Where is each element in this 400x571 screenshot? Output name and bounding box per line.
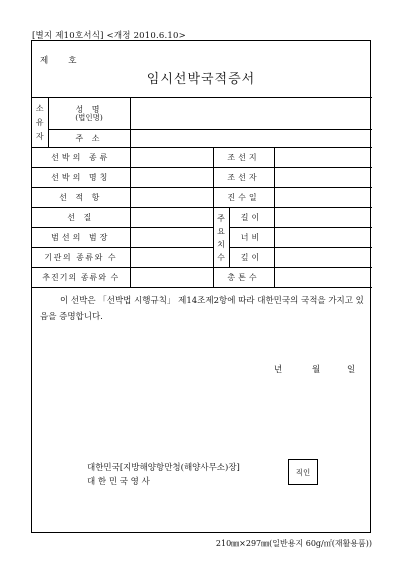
engine-type-label: 기관의 종류와 수 xyxy=(32,248,130,268)
breadth-label: 너비 xyxy=(229,228,274,248)
shipyard-field[interactable] xyxy=(274,148,372,168)
depth-field[interactable] xyxy=(274,248,372,268)
sail-rig-field[interactable] xyxy=(130,228,213,248)
vessel-name-field[interactable] xyxy=(130,168,213,188)
document-title: 임시선박국적증서 xyxy=(146,72,256,87)
depth-label: 깊이 xyxy=(229,248,274,268)
owner-address-label: 주 소 xyxy=(48,130,130,148)
length-label: 길이 xyxy=(229,208,274,228)
detail-row xyxy=(32,268,372,288)
owner-name-field[interactable] xyxy=(130,98,372,130)
issuing-authority xyxy=(87,461,240,489)
owner-address-row xyxy=(32,130,372,148)
detail-row xyxy=(32,168,372,188)
issue-number-label: 제 xyxy=(40,56,49,66)
detail-row xyxy=(32,208,372,228)
ship-details-table xyxy=(32,97,372,288)
launch-date-field[interactable] xyxy=(274,188,372,208)
title-block xyxy=(32,41,370,97)
paper-spec-note: 210㎜×297㎜(일반용지 60g/㎡(재활용품)) xyxy=(215,539,372,548)
propeller-type-field[interactable] xyxy=(130,268,213,288)
vessel-name-label: 선박의 명칭 xyxy=(32,168,130,188)
authority-line: 대한민국[지방해양항만청(해양사무소)장] xyxy=(87,463,240,473)
dimensions-group-label: 주 요 치 수 xyxy=(213,208,229,268)
form-number-note: [별지 제10호서식] <개정 2010.6.10> xyxy=(32,31,186,41)
hull-material-label: 선 질 xyxy=(32,208,130,228)
builder-field[interactable] xyxy=(274,168,372,188)
builder-label: 조선자 xyxy=(213,168,274,188)
propeller-type-label: 추진기의 종류와 수 xyxy=(32,268,130,288)
owner-group-label: 소 유 자 xyxy=(32,98,48,148)
issue-number-suffix: 호 xyxy=(68,56,77,66)
detail-row xyxy=(32,228,372,248)
owner-name-label: 성 명 (법인명) xyxy=(48,98,130,130)
month-label: 월 xyxy=(312,365,321,375)
gross-tonnage-label: 총톤수 xyxy=(213,268,274,288)
engine-type-field[interactable] xyxy=(130,248,213,268)
year-label: 년 xyxy=(274,365,283,375)
owner-address-field[interactable] xyxy=(130,130,372,148)
certification-statement: 이 선박은 「선박법 시행규칙」 제14조제2항에 따라 대한민국의 국적을 가지고 있음을 증명합니다. xyxy=(40,296,364,322)
official-seal-box: 직인 xyxy=(288,459,318,485)
port-of-registry-label: 선 적 항 xyxy=(32,188,130,208)
sail-rig-label: 범선의 범장 xyxy=(32,228,130,248)
consul-line: 대 한 민 국 영 사 xyxy=(87,477,150,487)
certificate-sheet xyxy=(31,40,371,533)
issue-number xyxy=(40,54,76,66)
gross-tonnage-field[interactable] xyxy=(274,268,372,288)
owner-name-row xyxy=(32,98,372,130)
launch-date-label: 진수일 xyxy=(213,188,274,208)
breadth-field[interactable] xyxy=(274,228,372,248)
hull-material-field[interactable] xyxy=(130,208,213,228)
vessel-type-field[interactable] xyxy=(130,148,213,168)
port-of-registry-field[interactable] xyxy=(130,188,213,208)
detail-row xyxy=(32,148,372,168)
shipyard-label: 조선지 xyxy=(213,148,274,168)
vessel-type-label: 선박의 종류 xyxy=(32,148,130,168)
detail-row xyxy=(32,248,372,268)
detail-row xyxy=(32,188,372,208)
length-field[interactable] xyxy=(274,208,372,228)
day-label: 일 xyxy=(347,365,356,375)
